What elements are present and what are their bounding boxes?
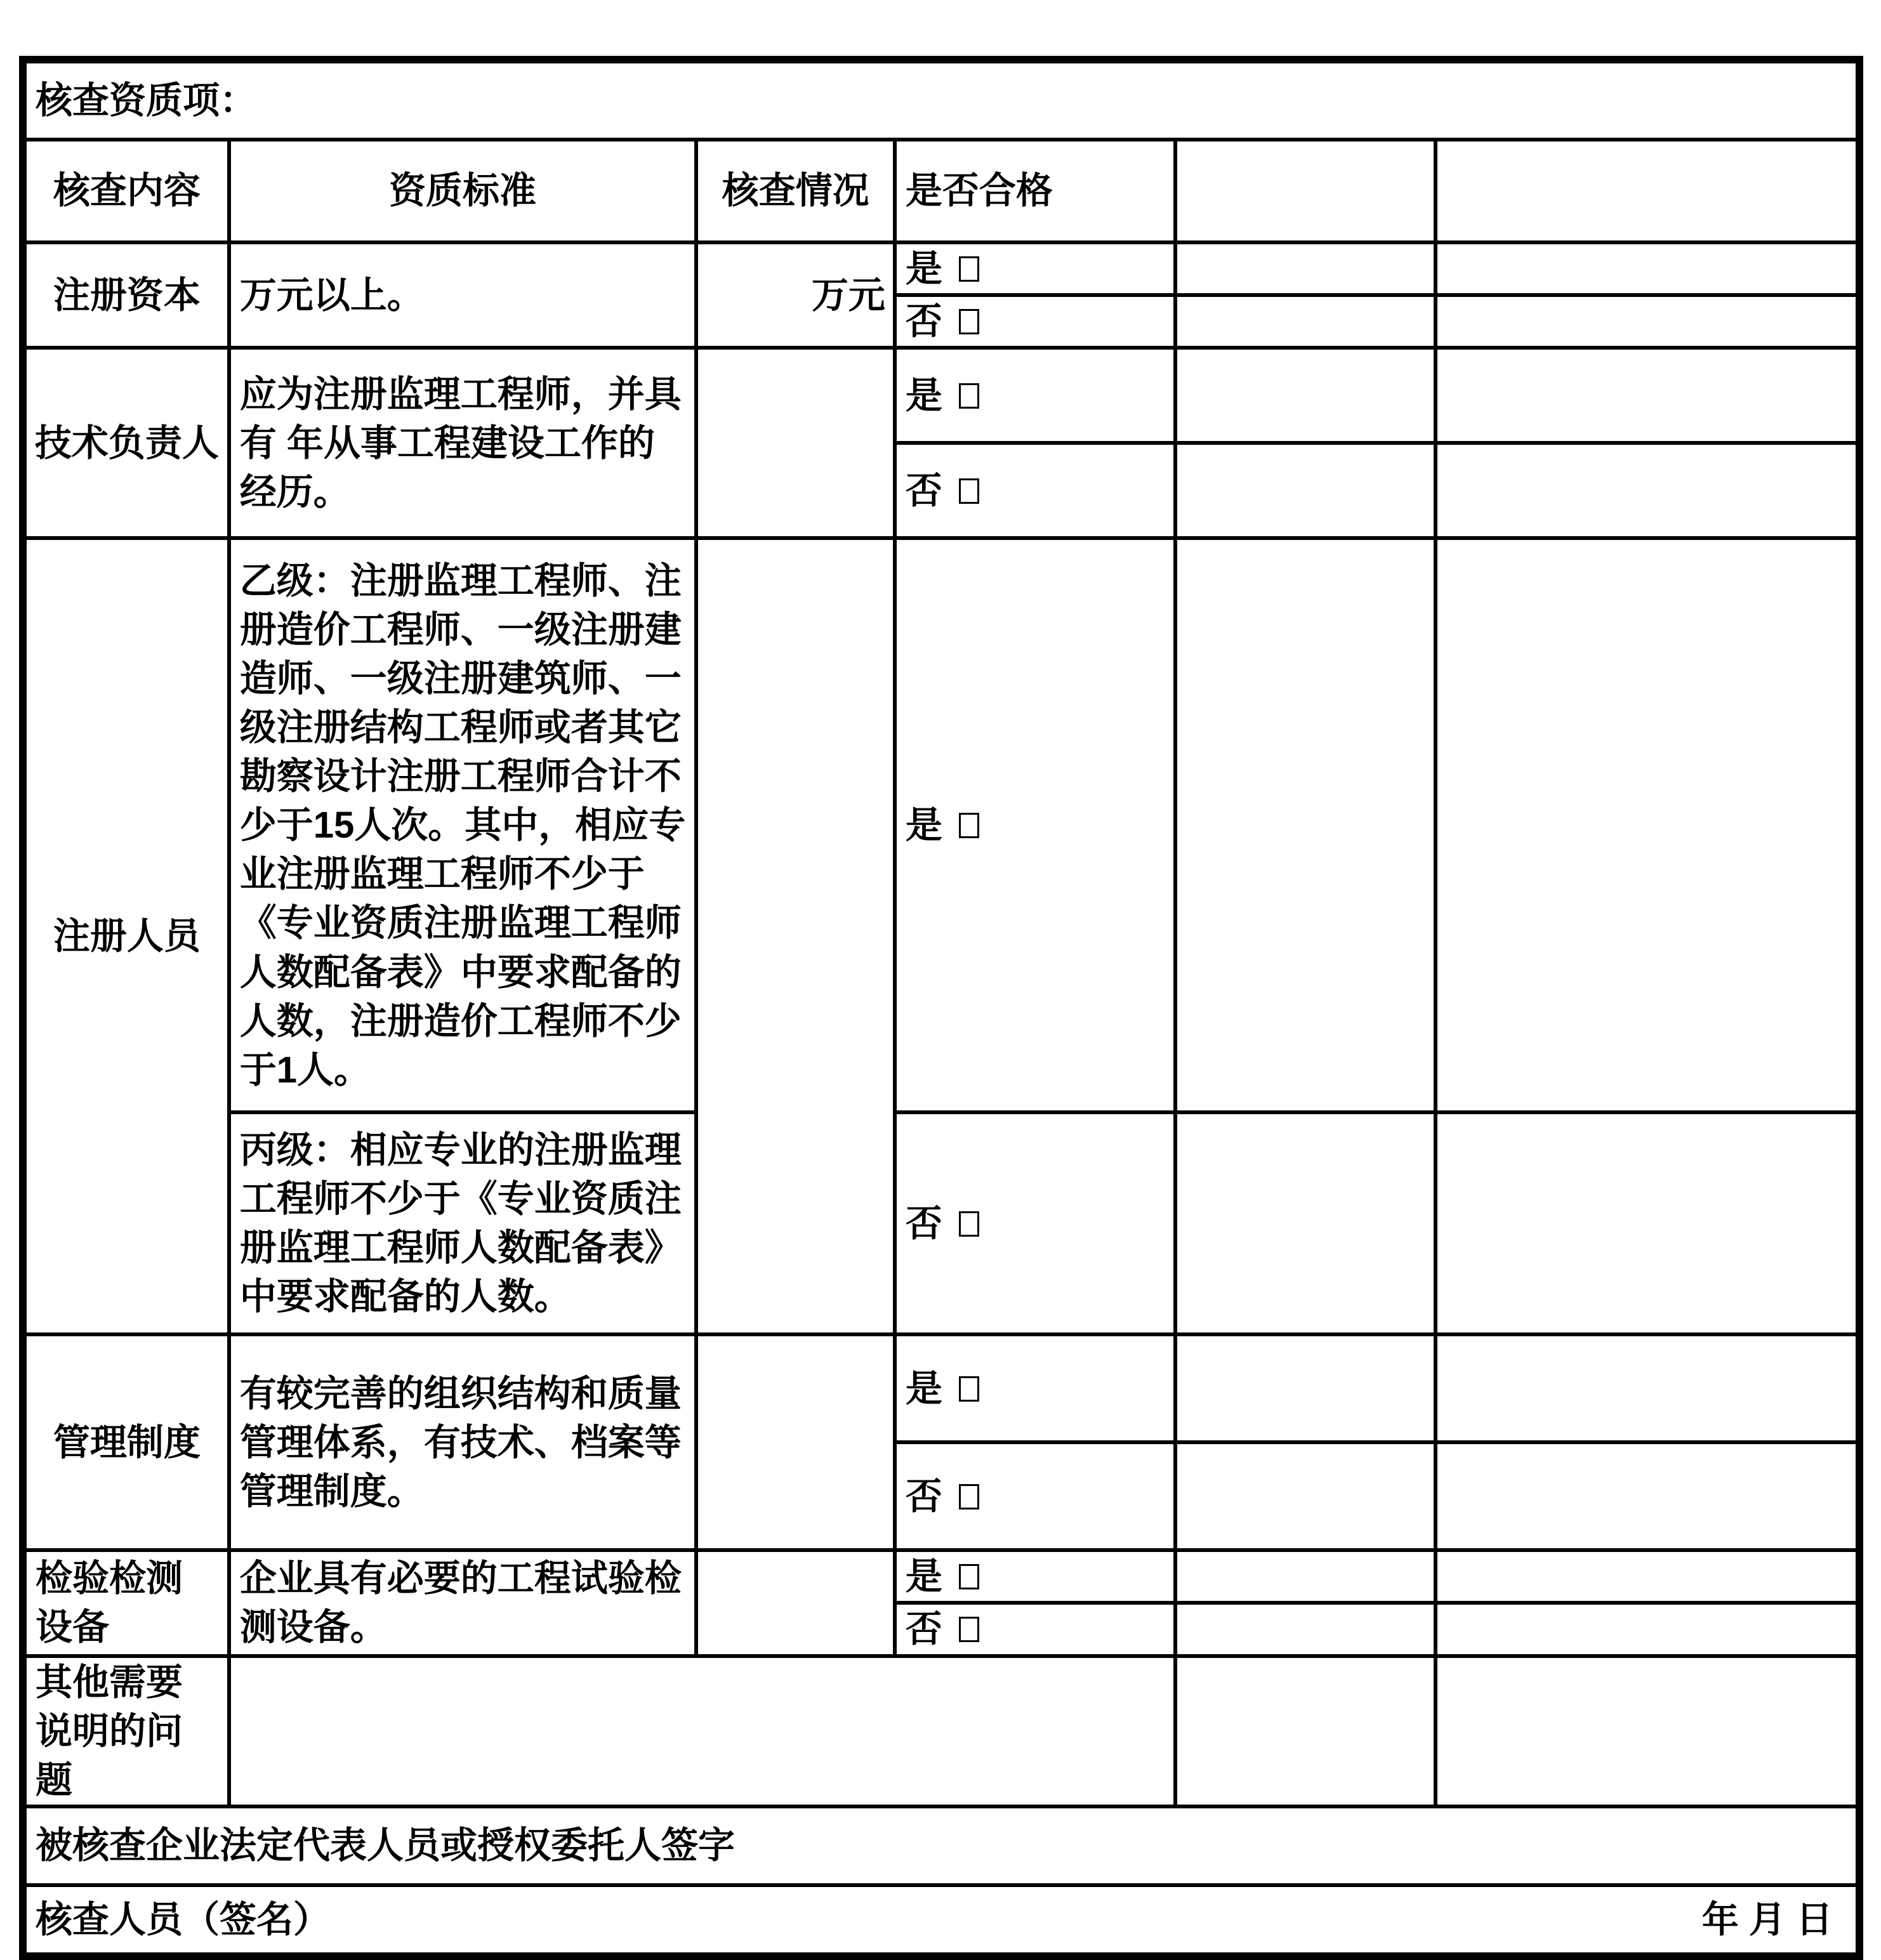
checkbox-icon[interactable] <box>959 1211 979 1237</box>
checker-signature-label: 核查人员（签名） <box>36 1898 331 1940</box>
header-check-situation: 核查情况 <box>696 140 895 242</box>
yes-option-cell <box>895 242 1175 295</box>
no-option-cell <box>895 1442 1175 1550</box>
yes-option-cell <box>895 1334 1175 1442</box>
table-row-title <box>23 60 1859 140</box>
yes-label: 是 <box>905 805 942 846</box>
no-option-cell <box>895 1112 1175 1334</box>
yes-label: 是 <box>905 248 942 289</box>
table-row-checker-signature <box>23 1885 1859 1956</box>
empty-cell[interactable] <box>1436 1603 1859 1655</box>
situation-management-system[interactable] <box>696 1334 895 1550</box>
checkbox-icon[interactable] <box>959 309 979 334</box>
checker-signature-cell[interactable] <box>23 1885 1859 1956</box>
qualification-check-table <box>19 56 1863 1960</box>
standard-registered-capital: 万元以上。 <box>229 242 697 348</box>
empty-cell[interactable] <box>1436 242 1859 295</box>
standard-technical-director: 应为注册监理工程师，并具有 年从事工程建设工作的经历。 <box>229 348 697 538</box>
empty-cell[interactable] <box>1436 295 1859 348</box>
situation-registered-personnel[interactable] <box>696 538 895 1334</box>
header-empty-col5 <box>1175 140 1436 242</box>
empty-cell[interactable] <box>1436 348 1859 443</box>
checkbox-icon[interactable] <box>959 1484 979 1509</box>
empty-cell[interactable] <box>1436 538 1859 1112</box>
situation-testing-equipment[interactable] <box>696 1550 895 1655</box>
row-label-other-issues: 其他需要说明的问题 <box>23 1656 229 1806</box>
no-label: 否 <box>905 1475 942 1517</box>
no-option-cell <box>895 443 1175 538</box>
standard-testing-equipment: 企业具有必要的工程试验检测设备。 <box>229 1550 697 1655</box>
checkbox-icon[interactable] <box>959 256 979 282</box>
situation-technical-director[interactable] <box>696 348 895 538</box>
standard-registered-personnel-grade-c: 丙级：相应专业的注册监理工程师不少于《专业资质注册监理工程师人数配备表》中要求配备的人数。 <box>229 1112 697 1334</box>
checkbox-icon[interactable] <box>959 813 979 838</box>
standard-registered-personnel-grade-b: 乙级：注册监理工程师、注册造价工程师、一级注册建造师、一级注册建筑师、一级注册结构工程师或者其它勘察设计注册工程师合计不少于15人次。其中，相应专业注册监理工程师不少于《专业资质注册监理工程师人数配备表》中要求配备的人数，注册造价工程师不少于1人。 <box>229 538 697 1112</box>
header-check-content: 核查内容 <box>23 140 229 242</box>
header-qualification-standard: 资质标准 <box>229 140 697 242</box>
enterprise-signature-label[interactable]: 被核查企业法定代表人员或授权委托人签字 <box>23 1806 1859 1885</box>
header-qualified: 是否合格 <box>895 140 1175 242</box>
table-row-technical-director-yes <box>23 348 1859 443</box>
row-label-registered-capital: 注册资本 <box>23 242 229 348</box>
yes-option-cell <box>895 348 1175 443</box>
yes-option-cell <box>895 538 1175 1112</box>
header-empty-col6 <box>1436 140 1859 242</box>
situation-registered-capital[interactable]: 万元 <box>696 242 895 348</box>
empty-cell[interactable] <box>1175 242 1436 295</box>
table-row-registered-personnel-grade-c <box>23 1112 1859 1334</box>
empty-cell[interactable] <box>1436 1334 1859 1442</box>
checkbox-icon[interactable] <box>959 1564 979 1589</box>
section-title: 核查资质项： <box>23 60 1859 140</box>
row-label-technical-director: 技术负责人 <box>23 348 229 538</box>
checker-signature-line <box>36 1895 1847 1944</box>
standard-management-system: 有较完善的组织结构和质量管理体系，有技术、档案等管理制度。 <box>229 1334 697 1550</box>
empty-cell[interactable] <box>1436 1442 1859 1550</box>
other-issues-entry-cell[interactable] <box>229 1656 1176 1806</box>
empty-cell[interactable] <box>1175 1112 1436 1334</box>
date-label[interactable]: 年 月 日 <box>1701 1898 1833 1940</box>
empty-cell[interactable] <box>1436 443 1859 538</box>
empty-cell[interactable] <box>1175 443 1436 538</box>
empty-cell[interactable] <box>1436 1550 1859 1603</box>
no-label: 否 <box>905 1202 942 1244</box>
table-row-enterprise-signature <box>23 1806 1859 1885</box>
no-label: 否 <box>905 1608 942 1650</box>
no-label: 否 <box>905 470 942 511</box>
checkbox-icon[interactable] <box>959 383 979 409</box>
table-row-other-issues <box>23 1656 1859 1806</box>
table-row-registered-personnel-grade-b <box>23 538 1859 1112</box>
table-row-management-system-yes <box>23 1334 1859 1442</box>
empty-cell[interactable] <box>1175 1334 1436 1442</box>
empty-cell[interactable] <box>1436 1112 1859 1334</box>
empty-cell[interactable] <box>1175 1442 1436 1550</box>
checkbox-icon[interactable] <box>959 1617 979 1642</box>
table-row-header <box>23 140 1859 242</box>
empty-cell[interactable] <box>1175 1656 1436 1806</box>
yes-label: 是 <box>905 1556 942 1598</box>
checkbox-icon[interactable] <box>959 478 979 504</box>
yes-option-cell <box>895 1550 1175 1603</box>
table-row-registered-capital-yes <box>23 242 1859 295</box>
row-label-registered-personnel: 注册人员 <box>23 538 229 1334</box>
yes-label: 是 <box>905 1367 942 1409</box>
yes-label: 是 <box>905 374 942 416</box>
table-row-testing-equipment-yes <box>23 1550 1859 1603</box>
empty-cell[interactable] <box>1175 1550 1436 1603</box>
empty-cell[interactable] <box>1175 1603 1436 1655</box>
no-option-cell <box>895 1603 1175 1655</box>
empty-cell[interactable] <box>1436 1656 1859 1806</box>
no-option-cell <box>895 295 1175 348</box>
checkbox-icon[interactable] <box>959 1376 979 1402</box>
row-label-management-system: 管理制度 <box>23 1334 229 1550</box>
empty-cell[interactable] <box>1175 348 1436 443</box>
row-label-testing-equipment: 检验检测设备 <box>23 1550 229 1655</box>
empty-cell[interactable] <box>1175 295 1436 348</box>
empty-cell[interactable] <box>1175 538 1436 1112</box>
no-label: 否 <box>905 301 942 343</box>
